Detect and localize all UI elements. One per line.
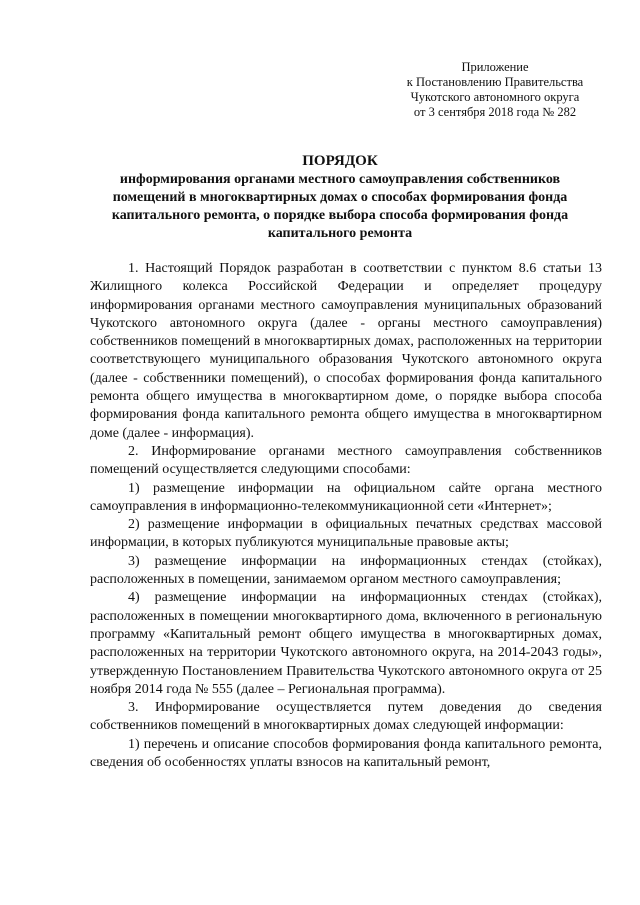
paragraph-2-item-1: 1) размещение информации на официальном сайте органа местного самоуправления в информационно-телекоммуникационной сети «Интернет»; (90, 480, 602, 514)
appendix-label: Приложение (461, 60, 529, 74)
appendix-header (380, 60, 610, 120)
appendix-date-number: от 3 сентября 2018 года № 282 (413, 105, 577, 119)
paragraph-2-item-4: 4) размещение информации на информационных стендах (стойках), расположенных в помещении многоквартирного дома, включенного в региональную программу «Капитальный ремонт общего имущества в многоквартирных домах, расположенных на территории Чукотского автономного округа, на 2014-2043 годы», утвержденную Постановлением Правительства Чукотского автономного округа от 25 ноября 2014 года № 555 (далее – Региональная программа). (90, 590, 602, 697)
title-subtitle-line-3: капитального ремонта, о порядке выбора способа формирования фонда (111, 208, 569, 223)
paragraph-2-item-3: 3) размещение информации на информационных стендах (стойках), расположенных в помещении, занимаемом органом местного самоуправления; (90, 553, 602, 588)
paragraph-2-item-2: 2) размещение информации в официальных печатных средствах массовой информации, в которых публикуются муниципальные правовые акты; (90, 517, 602, 551)
paragraph-3: 3. Информирование осуществляется путем доведения до сведения собственников помещений в многоквартирных домах следующей информации: (90, 700, 602, 734)
paragraph-1: 1. Настоящий Порядок разработан в соответствии с пунктом 8.6 статьи 13 Жилищного колекса Российской Федерации и определяет процедуру информирования органами местного самоуправления муниципальных образований Чукотского автономного округа (далее - органы местного самоуправления) собственников помещений в многоквартирных домах, расположенных на территории соответствующего муниципального образования Чукотского автономного округа (далее - собственники помещений), о способах формирования фонда капитального ремонта общего имущества в многоквартирном доме, о порядке выбора способа формирования фонда капитального ремонта общего имущества в многоквартирном доме (далее - информация). (90, 261, 602, 441)
title-subtitle-line-4: капитального ремонта (267, 226, 413, 241)
document-body (90, 260, 602, 772)
appendix-region: Чукотского автономного округа (410, 90, 580, 104)
appendix-reference: к Постановлению Правительства (406, 75, 584, 89)
title-main: ПОРЯДОК (302, 153, 378, 169)
paragraph-3-item-1: 1) перечень и описание способов формирования фонда капитального ремонта, сведения об особенностях уплаты взносов на капитальный ремонт, (90, 736, 602, 771)
document-title (80, 152, 600, 243)
title-subtitle-line-2: помещений в многоквартирных домах о способах формирования фонда (112, 190, 568, 205)
title-subtitle-line-1: информирования органами местного самоуправления собственников (119, 172, 561, 187)
paragraph-2: 2. Информирование органами местного самоуправления собственников помещений осуществляется следующими способами: (90, 443, 602, 478)
